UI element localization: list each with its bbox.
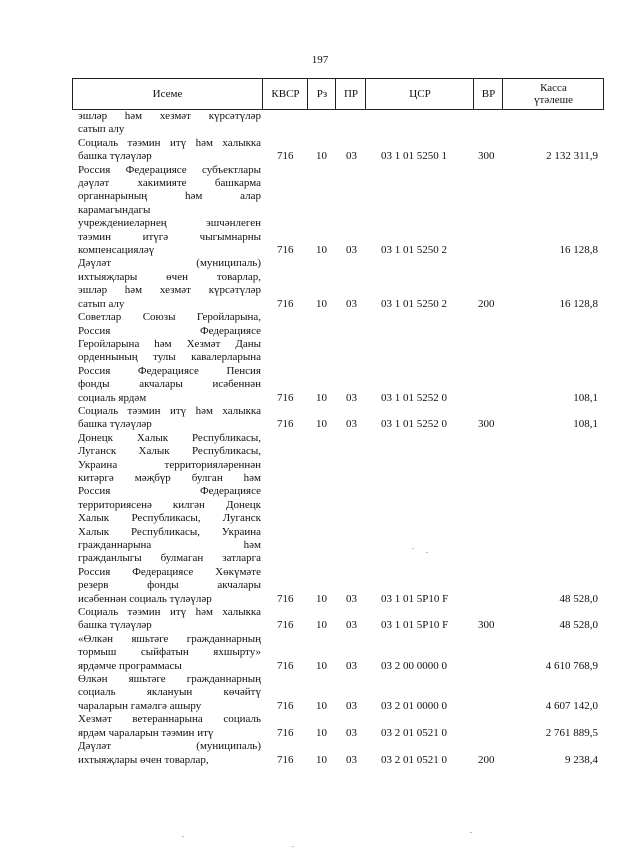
cell-pr: 03 — [346, 418, 357, 431]
cell-rz: 10 — [316, 726, 327, 739]
row-description-line: сатып алу — [78, 297, 125, 310]
row-description-line: органнарының һәм алар — [78, 190, 261, 203]
table-header — [72, 78, 604, 110]
row-description-line: Донецк Халык Республикасы, — [78, 431, 261, 444]
table-row — [0, 137, 640, 164]
row-description-line: Геройларына һәм Хезмәт Даны — [78, 337, 261, 350]
row-values — [0, 123, 640, 136]
row-description-line: Россия Федерациясе — [78, 324, 261, 337]
cell-vr: 300 — [478, 619, 495, 632]
row-description-line: башка түләүләр — [78, 418, 152, 431]
cell-pr: 03 — [346, 244, 357, 257]
header-amount-line2: үтәлеше — [534, 94, 573, 106]
table-row — [0, 633, 640, 673]
row-description-line: чараларын гамәлгә ашыру — [78, 699, 202, 712]
cell-kvsr: 716 — [277, 244, 294, 257]
cell-pr: 03 — [346, 592, 357, 605]
row-values — [0, 298, 640, 311]
row-values — [0, 700, 640, 713]
row-description-line: фонды акчалары исәбеннән — [78, 378, 261, 391]
cell-amount: 4 610 768,9 — [545, 659, 598, 672]
cell-kvsr: 716 — [277, 150, 294, 163]
row-description-line: ярдәм чараларын тәэмин итү — [78, 726, 214, 739]
row-description-line: территориясенә килгән Донецк — [78, 498, 261, 511]
row-description-line: карамагындагы — [78, 203, 151, 216]
row-description-line: дәүләт хакимияте башкарма — [78, 177, 261, 190]
cell-rz: 10 — [316, 391, 327, 404]
cell-rz: 10 — [316, 150, 327, 163]
cell-csr: 03 2 01 0000 0 — [381, 699, 447, 712]
table-body — [0, 110, 640, 767]
header-pr: ПР — [335, 79, 366, 109]
cell-kvsr: 716 — [277, 391, 294, 404]
cell-pr: 03 — [346, 150, 357, 163]
cell-csr: 03 1 01 5250 1 — [381, 150, 447, 163]
cell-rz: 10 — [316, 699, 327, 712]
row-description-line: гражданнарына һәм — [78, 539, 261, 551]
row-description-line: Россия Федерациясе Пенсия — [78, 364, 261, 377]
cell-kvsr: 716 — [277, 726, 294, 739]
header-amount — [502, 79, 604, 109]
table-row — [0, 713, 640, 740]
cell-pr: 03 — [346, 391, 357, 404]
cell-pr: 03 — [346, 753, 357, 766]
cell-csr: 03 1 01 5Р10 F — [381, 619, 449, 632]
cell-rz: 10 — [316, 244, 327, 257]
row-values — [0, 150, 640, 163]
row-description-line: Социаль тәэмин итү һәм халыкка — [78, 136, 261, 149]
cell-pr: 03 — [346, 699, 357, 712]
cell-vr: 200 — [478, 297, 495, 310]
row-description-line: эшләр һәм хезмәт күрсәтүләр — [78, 284, 261, 297]
cell-amount: 9 238,4 — [565, 753, 598, 766]
row-description-line: орденнының тулы кавалерларына — [78, 351, 261, 364]
cell-amount: 16 128,8 — [559, 244, 598, 257]
row-description-line: ихтыяҗлары өчен товарлар, — [78, 270, 261, 283]
cell-rz: 10 — [316, 592, 327, 605]
row-description — [78, 432, 261, 606]
table-row — [0, 432, 640, 606]
cell-csr: 03 2 00 0000 0 — [381, 659, 447, 672]
table-row — [0, 606, 640, 633]
cell-vr: 300 — [478, 150, 495, 163]
row-description-line: Советлар Союзы Геройларына, — [78, 311, 261, 324]
cell-rz: 10 — [316, 619, 327, 632]
cell-rz: 10 — [316, 659, 327, 672]
row-description-line: компенсацияләү — [78, 244, 155, 257]
cell-rz: 10 — [316, 297, 327, 310]
table-row — [0, 673, 640, 713]
cell-kvsr: 716 — [277, 592, 294, 605]
row-description-line: «Өлкән яшьтәге гражданнарның — [78, 632, 261, 645]
row-description-line: Халык Республикасы, Луганск — [78, 512, 261, 525]
cell-vr: 200 — [478, 753, 495, 766]
cell-csr: 03 1 01 5250 2 — [381, 244, 447, 257]
row-description-line: башка түләүләр — [78, 619, 152, 632]
row-description-line: резерв фонды акчалары — [78, 579, 261, 592]
cell-amount: 4 607 142,0 — [545, 699, 598, 712]
cell-vr: 300 — [478, 418, 495, 431]
table-row — [0, 110, 640, 137]
cell-rz: 10 — [316, 753, 327, 766]
row-description-line: Луганск Халык Республикасы, — [78, 445, 261, 458]
cell-csr: 03 1 01 5252 0 — [381, 418, 447, 431]
row-description-line: Халык Республикасы, Украина — [78, 525, 261, 538]
header-rz: Рз — [307, 79, 336, 109]
header-csr: ЦСР — [365, 79, 474, 109]
table-row — [0, 257, 640, 311]
cell-kvsr: 716 — [277, 619, 294, 632]
row-description-line: Социаль тәэмин итү һәм халыкка — [78, 606, 261, 619]
cell-kvsr: 716 — [277, 418, 294, 431]
row-values — [0, 619, 640, 632]
row-description-line: Россия Федерациясе — [78, 485, 261, 498]
row-description-line: ярдәмче программасы — [78, 659, 182, 672]
row-description-line: Россия Федерациясе субъектлары — [78, 163, 261, 176]
cell-csr: 03 1 01 5252 0 — [381, 391, 447, 404]
row-description-line: учреждениеләрнең эшчәнлеген — [78, 217, 261, 230]
row-description-line: социаль ярдәм — [78, 391, 147, 404]
cell-amount: 108,1 — [573, 391, 598, 404]
row-description-line: Дәүләт (муниципаль) — [78, 740, 261, 753]
row-description-line: ихтыяҗлары өчен товарлар, — [78, 753, 209, 766]
cell-amount: 2 761 889,5 — [545, 726, 598, 739]
cell-kvsr: 716 — [277, 659, 294, 672]
row-description-line: Социаль тәэмин итү һәм халыкка — [78, 404, 261, 417]
row-description-line: Өлкән яшьтәге гражданнарның — [78, 673, 261, 686]
cell-csr: 03 1 01 5Р10 F — [381, 592, 449, 605]
row-description-line: тормыш сыйфатын яхшырту» — [78, 646, 261, 659]
table-row — [0, 740, 640, 767]
row-values — [0, 660, 640, 673]
cell-csr: 03 1 01 5250 2 — [381, 297, 447, 310]
cell-kvsr: 716 — [277, 699, 294, 712]
row-description-line: сатып алу — [78, 123, 125, 136]
row-description-line: Дәүләт (муниципаль) — [78, 257, 261, 270]
row-values — [0, 244, 640, 257]
table-row — [0, 405, 640, 432]
cell-amount: 2 132 311,9 — [546, 150, 598, 163]
row-description-line: эшләр һәм хезмәт күрсәтүләр — [78, 110, 261, 122]
header-amount-line1: Касса — [540, 82, 567, 94]
row-description-line: гражданлыгы булмаган затларга — [78, 552, 261, 565]
cell-pr: 03 — [346, 726, 357, 739]
cell-kvsr: 716 — [277, 297, 294, 310]
cell-amount: 108,1 — [573, 418, 598, 431]
row-description-line: башка түләүләр — [78, 150, 152, 163]
header-name: Исеме — [152, 88, 183, 100]
cell-pr: 03 — [346, 619, 357, 632]
cell-pr: 03 — [346, 659, 357, 672]
cell-amount: 48 528,0 — [559, 592, 598, 605]
page-number: 197 — [311, 54, 329, 66]
row-description-line: Хезмәт ветераннарына социаль — [78, 713, 261, 726]
header-kvsr: КВСР — [262, 79, 308, 109]
row-description-line: Украина территорияләреннән — [78, 458, 261, 471]
row-description-line: социаль яклануын көчәйтү — [78, 686, 261, 699]
cell-pr: 03 — [346, 297, 357, 310]
table-row — [0, 311, 640, 405]
header-vr: ВР — [473, 79, 503, 109]
row-description-line: китәргә мәҗбүр булган һәм — [78, 471, 261, 484]
row-values — [0, 593, 640, 606]
row-description-line: Россия Федерациясе Хөкүмәте — [78, 565, 261, 578]
row-description-line: тәэмин итүгә чыгымнарны — [78, 230, 261, 243]
row-values — [0, 418, 640, 431]
cell-amount: 16 128,8 — [559, 297, 598, 310]
row-values — [0, 727, 640, 740]
cell-csr: 03 2 01 0521 0 — [381, 726, 447, 739]
cell-amount: 48 528,0 — [559, 619, 598, 632]
row-values — [0, 754, 640, 767]
cell-csr: 03 2 01 0521 0 — [381, 753, 447, 766]
cell-kvsr: 716 — [277, 753, 294, 766]
row-description-line: исәбеннән социаль түләүләр — [78, 592, 212, 605]
table-row — [0, 164, 640, 258]
cell-rz: 10 — [316, 418, 327, 431]
row-values — [0, 392, 640, 405]
